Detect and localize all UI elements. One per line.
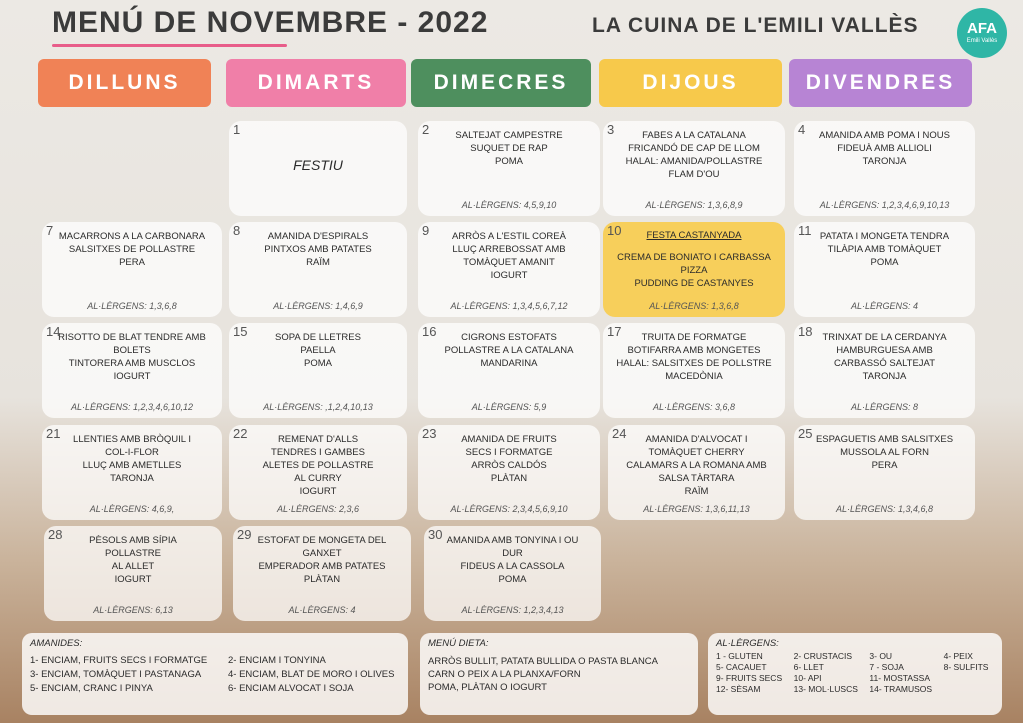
allergens-line: AL·LÈRGENS: 1,3,4,5,6,7,12 bbox=[450, 301, 568, 311]
day-number: 2 bbox=[422, 122, 430, 137]
day-cell-30 bbox=[424, 526, 601, 621]
day-cell-7 bbox=[42, 222, 222, 317]
amanida-item: 3- ENCIAM, TOMÀQUET I PASTANAGA bbox=[30, 669, 202, 680]
amanides-list bbox=[30, 655, 400, 694]
dish-list: AMANIDA AMB POMA I NOUS FIDEUÀ AMB ALLIOLI TARONJA bbox=[819, 130, 950, 167]
day-number: 24 bbox=[612, 426, 627, 441]
day-cell-14 bbox=[42, 323, 222, 418]
page-title: MENÚ DE NOVEMBRE - 2022 bbox=[52, 6, 489, 39]
day-cell-28 bbox=[44, 526, 222, 621]
day-number: 15 bbox=[233, 324, 248, 339]
day-number: 10 bbox=[607, 223, 622, 238]
dish-list: REMENAT D'ALLS TENDRES I GAMBES ALETES DE POLLASTRE AL CURRY IOGURT bbox=[262, 434, 374, 497]
allergen-legend-item: 7 - SOJA bbox=[869, 662, 904, 672]
day-cell-22 bbox=[229, 425, 407, 520]
title-underline bbox=[52, 44, 287, 47]
allergen-legend-item: 11- MOSTASSA bbox=[869, 673, 931, 683]
day-cell-24 bbox=[608, 425, 785, 520]
day-cell-18 bbox=[794, 323, 975, 418]
day-header-3: DIJOUS bbox=[599, 59, 782, 107]
dish-list: RISOTTO DE BLAT TENDRE AMB BOLETS TINTORERA AMB MUSCLOS IOGURT bbox=[58, 332, 206, 382]
allergen-legend-item: 2- CRUSTACIS bbox=[793, 651, 853, 661]
dish-list: AMANIDA D'ALVOCAT I TOMÀQUET CHERRY CALAMARS A LA ROMANA AMB SALSA TÀRTARA RAÏM bbox=[626, 434, 767, 497]
dish-list: AMANIDA D'ESPIRALS PINTXOS AMB PATATES RAÏM bbox=[264, 231, 372, 268]
allergens-legend-panel bbox=[708, 633, 1002, 715]
day-cell-25 bbox=[794, 425, 975, 520]
allergens-line: AL·LÈRGENS: 5,9 bbox=[471, 402, 547, 412]
allergens-line: AL·LÈRGENS: 4 bbox=[288, 605, 356, 615]
afa-logo bbox=[957, 8, 1007, 58]
allergen-legend-item: 9- FRUITS SECS bbox=[716, 673, 783, 683]
day-cell-17 bbox=[603, 323, 785, 418]
logo-main-text: AFA bbox=[967, 20, 997, 37]
day-number: 3 bbox=[607, 122, 615, 137]
day-cell-1 bbox=[229, 121, 407, 216]
festa-label: FESTA CASTANYADA bbox=[646, 230, 742, 241]
allergens-line: AL·LÈRGENS: 1,3,6,8 bbox=[649, 301, 739, 311]
allergen-legend-item bbox=[944, 673, 994, 683]
day-cell-4 bbox=[794, 121, 975, 216]
allergens-line: AL·LÈRGENS: 6,13 bbox=[93, 605, 173, 615]
dish-list: SOPA DE LLETRES PAELLA POMA bbox=[275, 332, 361, 369]
day-cell-16 bbox=[418, 323, 600, 418]
allergen-legend-item: 1 - GLUTEN bbox=[716, 651, 763, 661]
day-number: 22 bbox=[233, 426, 248, 441]
holiday-label: FESTIU bbox=[293, 157, 343, 173]
allergen-legend-item: 6- LLET bbox=[793, 662, 824, 672]
dish-list: SALTEJAT CAMPESTRE SUQUET DE RAP POMA bbox=[455, 130, 563, 167]
allergens-line: AL·LÈRGENS: 1,3,6,11,13 bbox=[643, 504, 750, 514]
allergens-legend-list bbox=[716, 651, 994, 694]
kitchen-name: LA CUINA DE L'EMILI VALLÈS bbox=[592, 14, 919, 37]
allergens-line: AL·LÈRGENS: 1,2,3,4,13 bbox=[461, 605, 564, 615]
day-number: 17 bbox=[607, 324, 622, 339]
allergen-legend-item: 4- PEIX bbox=[943, 651, 973, 661]
day-cell-29 bbox=[233, 526, 411, 621]
allergens-line: AL·LÈRGENS: 2,3,6 bbox=[276, 504, 360, 514]
allergen-legend-item: 12- SÈSAM bbox=[716, 684, 761, 694]
dish-list: CIGRONS ESTOFATS POLLASTRE A LA CATALANA MANDARINA bbox=[444, 332, 574, 369]
dish-list: PATATA I MONGETA TENDRA TILÀPIA AMB TOMÀQUET POMA bbox=[819, 231, 950, 268]
allergen-legend-item: 13- MOL·LUSCS bbox=[793, 684, 858, 694]
dish-list: MACARRONS A LA CARBONARA SALSITXES DE POLLASTRE PERA bbox=[58, 231, 206, 268]
allergens-line: AL·LÈRGENS: 1,2,3,4,6,9,10,13 bbox=[819, 200, 950, 210]
allergen-legend-item: 14- TRAMUSOS bbox=[869, 684, 933, 694]
day-number: 9 bbox=[422, 223, 430, 238]
dish-list: ARRÒS A L'ESTIL COREÀ LLUÇ ARREBOSSAT AMB TOMÀQUET AMANIT IOGURT bbox=[452, 231, 566, 281]
day-number: 8 bbox=[233, 223, 241, 238]
dieta-panel bbox=[420, 633, 698, 715]
dish-list: ESPAGUETIS AMB SALSITXES MUSSOLA AL FORN PERA bbox=[815, 434, 954, 471]
dish-list: LLENTIES AMB BRÒQUIL I COL-I-FLOR LLUÇ AMB AMETLLES TARONJA bbox=[73, 434, 191, 484]
day-cell-3 bbox=[603, 121, 785, 216]
day-number: 18 bbox=[798, 324, 813, 339]
day-cell-2 bbox=[418, 121, 600, 216]
amanida-item: 4- ENCIAM, BLAT DE MORO I OLIVES bbox=[228, 669, 395, 680]
dieta-title: MENÚ DIETA: bbox=[428, 638, 489, 649]
dish-list: AMANIDA AMB TONYINA I OU DUR FIDEUS A LA CASSOLA POMA bbox=[446, 535, 579, 585]
allergen-legend-item: 5- CACAUET bbox=[716, 662, 767, 672]
allergens-line: AL·LÈRGENS: 4 bbox=[850, 301, 919, 311]
allergens-line: AL·LÈRGENS: 1,4,6,9 bbox=[273, 301, 363, 311]
allergens-line: AL·LÈRGENS: 1,3,6,8,9 bbox=[645, 200, 743, 210]
allergens-line: AL·LÈRGENS: 1,3,6,8 bbox=[87, 301, 177, 311]
day-cell-21 bbox=[42, 425, 222, 520]
day-cell-11 bbox=[794, 222, 975, 317]
dieta-line: ARRÒS BULLIT, PATATA BULLIDA O PASTA BLANCA bbox=[428, 656, 659, 667]
allergens-line: AL·LÈRGENS: ,1,2,4,10,13 bbox=[263, 402, 373, 412]
allergens-legend-title: AL·LÈRGENS: bbox=[716, 638, 779, 649]
day-number: 11 bbox=[798, 223, 812, 238]
amanida-item: 1- ENCIAM, FRUITS SECS I FORMATGE bbox=[30, 655, 208, 666]
allergens-line: AL·LÈRGENS: 4,6,9, bbox=[89, 504, 175, 514]
allergens-line: AL·LÈRGENS: 1,3,4,6,8 bbox=[835, 504, 934, 514]
day-cell-10 bbox=[603, 222, 785, 317]
amanida-item: 6- ENCIAM ALVOCAT I SOJA bbox=[228, 683, 354, 694]
day-number: 30 bbox=[428, 527, 443, 542]
amanides-panel bbox=[22, 633, 408, 715]
allergens-line: AL·LÈRGENS: 2,3,4,5,6,9,10 bbox=[450, 504, 568, 514]
day-cell-8 bbox=[229, 222, 407, 317]
dieta-list bbox=[428, 655, 690, 694]
day-number: 4 bbox=[798, 122, 806, 137]
logo-sub-text: Emili Vallès bbox=[966, 38, 998, 44]
allergens-line: AL·LÈRGENS: 3,6,8 bbox=[652, 402, 736, 412]
day-number: 16 bbox=[422, 324, 437, 339]
allergens-line: AL·LÈRGENS: 1,2,3,4,6,10,12 bbox=[70, 402, 194, 412]
dish-list: TRINXAT DE LA CERDANYA HAMBURGUESA AMB CARBASSÓ SALTEJAT TARONJA bbox=[822, 332, 947, 382]
amanida-item: 2- ENCIAM I TONYINA bbox=[228, 655, 326, 666]
dieta-line: CARN O PEIX A LA PLANXA/FORN bbox=[428, 669, 581, 680]
day-number: 14 bbox=[46, 324, 61, 339]
dish-list: PÈSOLS AMB SÍPIA POLLASTRE AL ALLET IOGURT bbox=[89, 535, 177, 585]
day-number: 25 bbox=[798, 426, 813, 441]
dish-list: ESTOFAT DE MONGETA DEL GANXET EMPERADOR AMB PATATES PLÀTAN bbox=[257, 535, 387, 585]
dieta-line: POMA, PLÀTAN O IOGURT bbox=[428, 682, 547, 693]
dish-list: CREMA DE BONIATO I CARBASSA PIZZA PUDDING DE CASTANYES bbox=[617, 252, 771, 289]
day-header-2: DIMECRES bbox=[411, 59, 591, 107]
day-cell-9 bbox=[418, 222, 600, 317]
day-cell-15 bbox=[229, 323, 407, 418]
day-header-1: DIMARTS bbox=[226, 59, 406, 107]
day-number: 28 bbox=[48, 527, 63, 542]
allergen-legend-item bbox=[944, 684, 994, 694]
day-cell-23 bbox=[418, 425, 600, 520]
allergen-legend-item: 10- API bbox=[793, 673, 822, 683]
allergens-line: AL·LÈRGENS: 4,5,9,10 bbox=[461, 200, 557, 210]
amanides-title: AMANIDES: bbox=[30, 638, 83, 649]
day-number: 21 bbox=[46, 426, 61, 441]
allergen-legend-item: 8- SULFITS bbox=[943, 662, 989, 672]
allergen-legend-item: 3- OU bbox=[869, 651, 893, 661]
day-header-0: DILLUNS bbox=[38, 59, 211, 107]
amanida-item: 5- ENCIAM, CRANC I PINYA bbox=[30, 683, 153, 694]
dish-list: AMANIDA DE FRUITS SECS I FORMATGE ARRÒS CALDÓS PLÀTAN bbox=[461, 434, 557, 484]
dish-list: FABES A LA CATALANA FRICANDÓ DE CAP DE LLOM HALAL: AMANIDA/POLLASTRE FLAM D'OU bbox=[625, 130, 763, 180]
day-number: 29 bbox=[237, 527, 252, 542]
day-number: 1 bbox=[233, 122, 241, 137]
allergens-line: AL·LÈRGENS: 8 bbox=[850, 402, 919, 412]
day-header-4: DIVENDRES bbox=[789, 59, 972, 107]
day-number: 7 bbox=[46, 223, 54, 238]
day-number: 23 bbox=[422, 426, 437, 441]
dish-list: TRUITA DE FORMATGE BOTIFARRA AMB MONGETES HALAL: SALSITXES DE POLLSTRE MACEDÒNIA bbox=[616, 332, 772, 382]
